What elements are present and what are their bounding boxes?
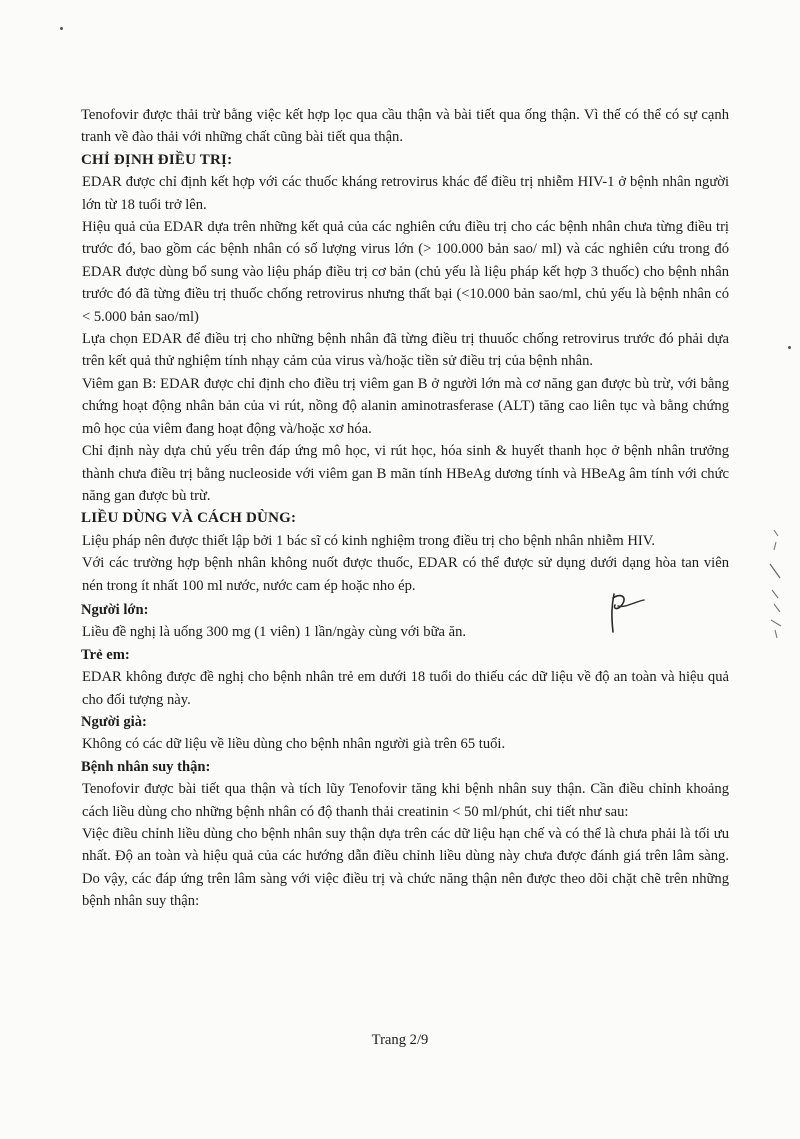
scan-speck	[788, 346, 791, 349]
dosage-paragraph: Với các trường hợp bệnh nhân không nuốt được thuốc, EDAR có thể được sử dụng dưới dạng hòa tan viên nén trong ít nhất 100 ml nước, nước cam ép hoặc nho ép.	[82, 555, 729, 594]
indications-heading: CHỈ ĐỊNH ĐIỀU TRỊ:	[81, 151, 233, 168]
indication-paragraph: Hiệu quả của EDAR dựa trên những kết quả của các nghiên cứu điều trị cho các bệnh nhân chưa từng điều trị trước đó, bao gồm các bệnh nhân có số lượng virus lớn (> 100.000 bản sao/ ml) và các nghiên cứu trong đó EDAR được dùng bổ sung vào liệu pháp điều trị cơ bản (chủ yếu là liệu pháp kết hợp 3 thuốc) cho bệnh nhân trước đó đã từng điều trị thuốc chống retrovirus nhưng thất bại (<10.000 bản sao/ml, chủ yếu là bệnh nhân có < 5.000 bản sao/ml)	[82, 219, 729, 325]
scan-speck	[60, 27, 63, 30]
renal-paragraph: Tenofovir được bài tiết qua thận và tích lũy Tenofovir tăng khi bệnh nhân suy thận. Cần điều chỉnh khoảng cách liều dùng cho những bệnh nhân có độ thanh thải creatinin < 50 ml/phút, chi tiết như sau:	[82, 781, 729, 820]
indication-paragraph: Viêm gan B: EDAR được chỉ định cho điều trị viêm gan B ở người lớn mà cơ năng gan được bù trừ, với bằng chứng hoạt động nhân bản của vi rút, nồng độ alanin aminotrasferase (ALT) tăng cao liên tục và bằng chứng mô học của viêm đang hoạt động và/hoặc xơ hóa.	[82, 375, 729, 437]
children-heading: Trẻ em:	[81, 646, 130, 663]
elderly-heading: Người già:	[81, 713, 147, 730]
adults-heading: Người lớn:	[81, 601, 149, 618]
margin-scribble-marks	[762, 520, 792, 640]
dosage-paragraph: Liệu pháp nên được thiết lập bởi 1 bác sĩ có kinh nghiệm trong điều trị cho bệnh nhân nhiễm HIV.	[82, 532, 656, 549]
handwritten-initial-signature	[604, 588, 650, 636]
indication-paragraph: Lựa chọn EDAR để điều trị cho những bệnh nhân đã từng điều trị thuuốc chống retrovirus trước đó phải dựa trên kết quả thử nghiệm tính nhạy cảm của virus và/hoặc tiền sử điều trị của bệnh nhân.	[82, 331, 729, 370]
intro-paragraph: Tenofovir được thải trừ bằng việc kết hợp lọc qua cầu thận và bài tiết qua ống thận. Vì thế có thể có sự cạnh tranh về đào thải với những chất cũng bài tiết qua thận.	[81, 107, 729, 146]
renal-paragraph: Việc điều chỉnh liều dùng cho bệnh nhân suy thận dựa trên các dữ liệu hạn chế và có thể là chưa phải là tối ưu nhất. Độ an toàn và hiệu quả của các hướng dẫn điều chỉnh liều dùng này chưa được đánh giá trên lâm sàng. Do vậy, các đáp ứng trên lâm sàng với việc điều trị và chức năng thận nên được theo dõi chặt chẽ trên những bệnh nhân suy thận:	[82, 826, 729, 910]
indication-paragraph: Chỉ định này dựa chủ yếu trên đáp ứng mô học, vi rút học, hóa sinh & huyết thanh học ở bệnh nhân trưởng thành chưa điều trị bằng nucleoside với viêm gan B mãn tính HBeAg dương tính và HBeAg âm tính với chức năng gan được bù trừ.	[82, 443, 729, 504]
children-text: EDAR không được đề nghị cho bệnh nhân trẻ em dưới 18 tuổi do thiếu các dữ liệu về độ an toàn và hiệu quả cho đối tượng này.	[82, 669, 729, 708]
renal-heading: Bệnh nhân suy thận:	[81, 758, 211, 775]
dosage-heading: LIỀU DÙNG VÀ CÁCH DÙNG:	[81, 510, 297, 527]
document-body	[81, 104, 729, 913]
indication-paragraph: EDAR được chỉ định kết hợp với các thuốc kháng retrovirus khác để điều trị nhiễm HIV-1 ở bệnh nhân người lớn từ 18 tuổi trở lên.	[82, 174, 729, 213]
elderly-text: Không có các dữ liệu về liều dùng cho bệnh nhân người già trên 65 tuổi.	[82, 736, 506, 753]
page-number: Trang 2/9	[371, 1032, 429, 1048]
adults-text: Liều đề nghị là uống 300 mg (1 viên) 1 lần/ngày cùng với bữa ăn.	[82, 624, 467, 641]
